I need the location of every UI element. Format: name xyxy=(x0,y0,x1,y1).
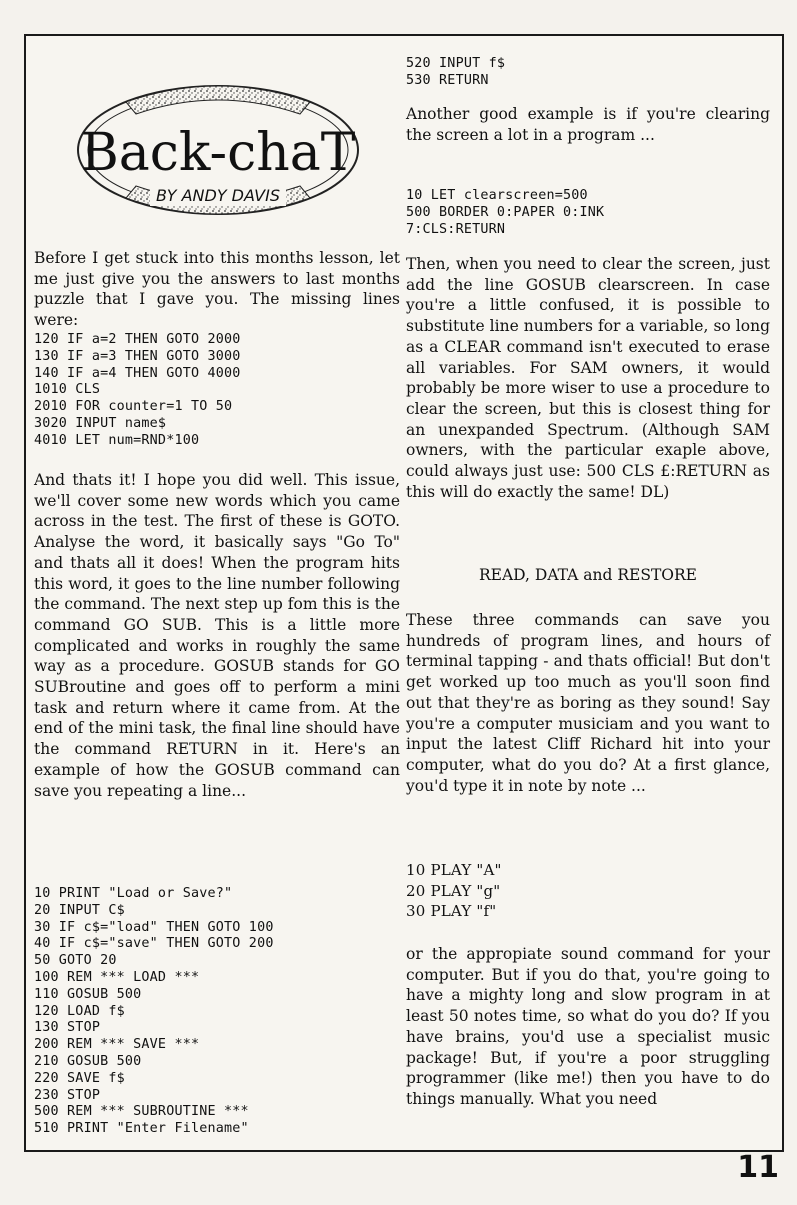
answer-code-listing: 120 IF a=2 THEN GOTO 2000 130 IF a=3 THEN GOTO 3000 140 IF a=4 THEN GOTO 4000 1010 CLS 2010 FOR counter=1 TO 50 3020 INPUT name$ 4010 LET num=RND*100 xyxy=(34,332,241,448)
clear-screen-code-listing: 10 LET clearscreen=500 500 BORDER 0:PAPER 0:INK 7:CLS:RETURN xyxy=(406,188,605,237)
intro-paragraph: Before I get stuck into this months lesson, let me just give you the answers to last months puzzle that I gave you. The missing lines were: xyxy=(34,249,400,330)
music-package-paragraph: or the appropiate sound command for your computer. But if you do that, you're going to have a mighty long and slow program in at least 50 notes time, so what do you do? If you have brains, you'd use a specialist music package! But, if you're a poor struggling programmer (like me!) then you have to do things manually. What you need xyxy=(406,945,770,1108)
play-code-listing: 10 PLAY "A" 20 PLAY "g" 30 PLAY "f" xyxy=(406,861,502,920)
clear-screen-intro-paragraph: Another good example is if you're clearing the screen a lot in a program ... xyxy=(406,105,770,144)
gosub-code-listing: 10 PRINT "Load or Save?" 20 INPUT C$ 30 IF c$="load" THEN GOTO 100 40 IF c$="save" THEN GOTO 200 50 GOTO 20 100 REM *** LOAD *** 110 GOSUB 500 120 LOAD f$ 130 STOP 200 REM *** SAVE *** 210 GOSUB 500 220 SAVE f$ 230 STOP 500 REM *** SUBROUTINE *** 510 PRINT "Enter Filename" xyxy=(34,886,274,1137)
back-chat-logo xyxy=(68,72,368,222)
return-code-listing: 520 INPUT f$ 530 RETURN xyxy=(406,56,506,88)
gosub-explanation-paragraph: And thats it! I hope you did well. This issue, we'll cover some new words which you came across in the test. The first of these is GOTO. Analyse the word, it basically says "Go To" and thats all it does! When the program hits this word, it goes to the line number following the command. The next step up fom this is the command GO SUB. This is a little more complicated and works in roughly the same way as a procedure. GOSUB stands for GO SUBroutine and goes off to perform a mini task and return where it came from. At the end of the mini task, the final line should have the command RETURN in it. Here's an example of how the GOSUB command can save you repeating a line... xyxy=(34,471,400,800)
read-data-intro-paragraph: These three commands can save you hundreds of program lines, and hours of terminal tapping - and thats official! But don't get worked up too much as you'll soon find out that they're as boring as they sound! Say you're a computer musiciam and you want to input the latest Cliff Richard hit into your computer, what do you do? At a first glance, you'd type it in note by note ... xyxy=(406,611,770,795)
page-number: 11 xyxy=(737,1150,779,1185)
variable-substitution-paragraph: Then, when you need to clear the screen, just add the line GOSUB clearscreen. In case you're a little confused, it is possible to substitute line numbers for a variable, so long as a CLEAR command isn't executed to erase all variables. For SAM owners, it would probably be more wiser to use a procedure to clear the screen, but this is closest thing for an unexpanded Spectrum. (Although SAM owners, with the particular exaple above, could always just use: 500 CLS £:RETURN as this will do exactly the same! DL) xyxy=(406,255,770,501)
page-frame xyxy=(24,34,784,1152)
read-data-restore-heading: READ, DATA and RESTORE xyxy=(479,566,697,584)
logo-byline: BY ANDY DAVIS xyxy=(156,186,280,205)
logo-title: Back-chaT xyxy=(80,123,356,183)
